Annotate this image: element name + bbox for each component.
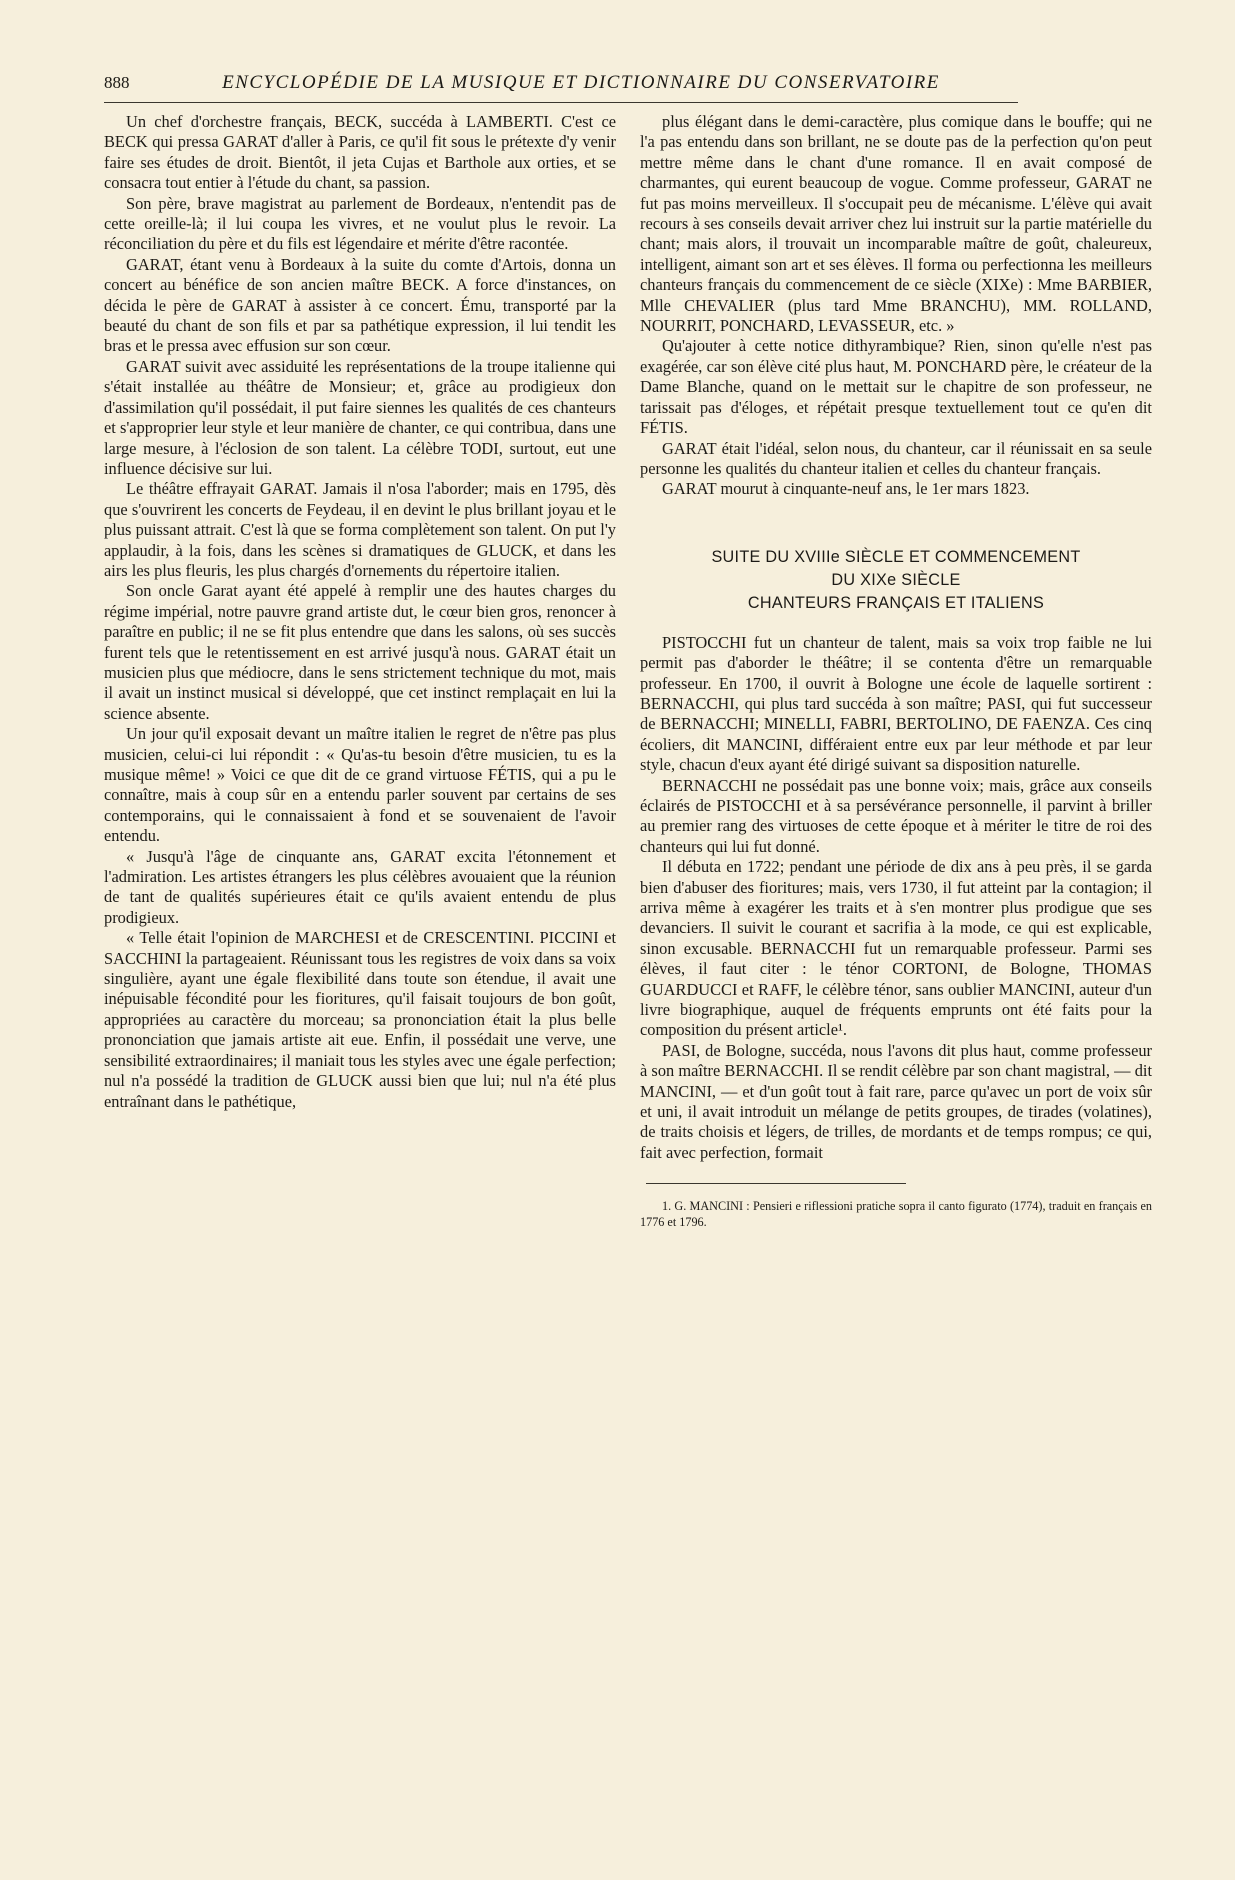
section-heading: [640, 546, 1152, 615]
paragraph: GARAT mourut à cinquante-neuf ans, le 1er mars 1823.: [662, 479, 1030, 499]
paragraph: Un chef d'orchestre français, BECK, succéda à LAMBERTI. C'est ce BECK qui pressa GARAT d'aller à Paris, ce qu'il fit sous le prétexte d'y venir faire ses études de droit. Bientôt, il jeta Cujas et Barthole aux orties, et se consacra tout entier à l'étude du chant, sa passion.: [104, 112, 616, 193]
section-heading-line: CHANTEURS FRANÇAIS ET ITALIENS: [747, 593, 1045, 612]
paragraph: Son oncle Garat ayant été appelé à remplir une des hautes charges du régime impérial, notre pauvre grand artiste dut, le cœur bien gros, renoncer à paraître en public; il ne se fit plus entendre que dans les salons, où ses succès furent tels que le retentissement en est arrivé jusqu'à nous. GARAT était un musicien plus que médiocre, dans le sens strictement technique du mot, mais il avait un instinct musical si développé, que cet instinct remplaçait en lui la science absente.: [104, 581, 616, 723]
paragraph: Son père, brave magistrat au parlement de Bordeaux, n'entendit pas de cette oreille-là; il lui coupa les vivres, et ne voulut plus le revoir. La réconciliation du père et du fils est légendaire et mérite d'être racontée.: [104, 193, 616, 254]
paragraph: Il débuta en 1722; pendant une période de dix ans à peu près, il se garda bien d'abuser des fioritures; mais, vers 1730, il fut atteint par la contagion; il arriva même à exagérer les traits et à s'en montrer plus prodigue que ses devanciers. Il suivit le courant et sacrifia à la mode, ce qui est explicable, sinon excusable. BERNACCHI fut un remarquable professeur. Parmi ses élèves, il faut citer : le ténor CORTONI, de Bologne, THOMAS GUARDUCCI et RAFF, le célèbre ténor, sans oublier MANCINI, auteur d'un livre biographique, auquel de fréquents emprunts ont été faits pour la composition du présent article¹.: [640, 857, 1152, 1040]
paragraph: plus élégant dans le demi-caractère, plus comique dans le bouffe; qui ne l'a pas entendu dans son brillant, ne se doute pas de la perfection qu'on peut mettre même dans le chant d'une romance. Il en avait composé de charmantes, qui eurent beaucoup de vogue. Comme professeur, GARAT ne fut pas moins merveilleux. Il s'occupait peu de mécanisme. L'élève qui avait recours à ses conseils devait arriver chez lui instruit sur la partie matérielle du chant; mais alors, il trouvait un incomparable maître de goût, chaleureux, intelligent, aimant son art et ses élèves. Il forma ou perfectionna les meilleurs chanteurs français du commencement de ce siècle (XIXe) : Mme BARBIER, Mlle CHEVALIER (plus tard Mme BRANCHU), MM. ROLLAND, NOURRIT, PONCHARD, LEVASSEUR, etc. »: [640, 112, 1152, 336]
section-heading-line: SUITE DU XVIIIe SIÈCLE ET COMMENCEMENT: [711, 547, 1081, 566]
paragraph: GARAT était l'idéal, selon nous, du chanteur, car il réunissait en sa seule personne les qualités du chanteur italien et celles du chanteur français.: [640, 438, 1152, 478]
paragraph: « Jusqu'à l'âge de cinquante ans, GARAT excita l'étonnement et l'admiration. Les artistes étrangers les plus célèbres avouaient que la réunion de tant de qualités supérieures était ce qu'ils avaient entendu de plus prodigieux.: [104, 846, 616, 927]
running-title: ENCYCLOPÉDIE DE LA MUSIQUE ET DICTIONNAIRE DU CONSERVATOIRE: [222, 72, 940, 93]
page-header: [104, 72, 1018, 103]
paragraph: PASI, de Bologne, succéda, nous l'avons dit plus haut, comme professeur à son maître BERNACCHI. Il se rendit célèbre par son chant magistral, — dit MANCINI, — et d'un goût tout à fait rare, parce qu'avec un port de voix sûr et uni, il avait introduit un mélange de petits groupes, de tirades (volatines), de traits choisis et légers, de trilles, de mordants et de temps rompus; ce qui, fait avec perfection, formait: [640, 1040, 1152, 1162]
paragraph: GARAT suivit avec assiduité les représentations de la troupe italienne qui s'était installée au théâtre de Monsieur; et, grâce au prodigieux don d'assimilation qu'il possédait, il put faire siennes les qualités de ces chanteurs et s'approprier leur style et leur manière de chanter, ce qui contribua, dans une large mesure, à l'éclosion de son talent. La célèbre TODI, surtout, eut une influence décisive sur lui.: [104, 356, 616, 478]
paragraph: PISTOCCHI fut un chanteur de talent, mais sa voix trop faible ne lui permit pas d'aborder le théâtre; il se contenta d'être un remarquable professeur. En 1700, il ouvrit à Bologne une école de laquelle sortirent : BERNACCHI, qui plus tard succéda à son maître; PASI, qui fut successeur de BERNACCHI; MINELLI, FABRI, BERTOLINO, DE FAENZA. Ces cinq écoliers, dit MANCINI, différaient entre eux par leur méthode et par leur style, chacun d'eux ayant été dirigé suivant sa disposition naturelle.: [640, 632, 1152, 775]
page-number: 888: [104, 73, 130, 92]
paragraph: Qu'ajouter à cette notice dithyrambique? Rien, sinon qu'elle n'est pas exagérée, car son élève cité plus haut, M. PONCHARD père, le créateur de la Dame Blanche, quand on le mettait sur le chapitre de son professeur, ne tarissait pas d'éloges, et répétait presque textuellement tout ce qu'en dit FÉTIS.: [640, 336, 1152, 438]
footnote: 1. G. MANCINI : Pensieri e riflessioni pratiche sopra il canto figurato (1774), traduit en français en 1776 et 1796.: [640, 1199, 1152, 1230]
paragraph: GARAT, étant venu à Bordeaux à la suite du comte d'Artois, donna un concert au bénéfice de son ancien maître BECK. A force d'instances, on décida le père de GARAT à assister à ce concert. Ému, transporté par la beauté du chant de son fils et par sa pathétique expression, il lui tendit les bras et le pressa avec effusion sur son cœur.: [104, 254, 616, 356]
footnote-divider: [646, 1183, 906, 1184]
paragraph: Le théâtre effrayait GARAT. Jamais il n'osa l'aborder; mais en 1795, dès que s'ouvrirent les concerts de Feydeau, il en devint le plus brillant joyau et le plus puissant attrait. C'est là que se forma complètement son talent. On put l'y applaudir, à la fois, dans les scènes si dramatiques de GLUCK, et dans les airs les plus fleuris, les plus chargés d'ornements du répertoire italien.: [104, 479, 616, 580]
left-column: [104, 112, 616, 1112]
paragraph: « Telle était l'opinion de MARCHESI et de CRESCENTINI. PICCINI et SACCHINI la partageaient. Réunissant tous les registres de voix dans sa voix singulière, ayant une égale flexibilité dans toute son étendue, il avait une inépuisable fécondité pour les fioritures, qu'il faisait toujours de bon goût, appropriées au caractère du morceau; sa prononciation était la plus belle prononciation que jamais artiste ait eue. Enfin, il possédait une verve, une sensibilité extraordinaires; il maniait tous les styles avec une égale perfection; nul n'a possédé la tradition de GLUCK aussi bien que lui; nul n'a été plus entraînant dans le pathétique,: [104, 928, 616, 1111]
paragraph: Un jour qu'il exposait devant un maître italien le regret de n'être pas plus musicien, celui-ci lui répondit : « Qu'as-tu besoin d'être musicien, tu es la musique même! » Voici ce que dit de ce grand virtuose FÉTIS, qui a pu le connaître, mais à coup sûr en a entendu parler souvent par certains de ses contemporains, qui le connaissaient à fond et se souvenaient de l'avoir entendu.: [104, 724, 616, 846]
right-column: [640, 112, 1152, 1230]
section-heading-line: DU XIXe SIÈCLE: [831, 570, 961, 589]
paragraph: BERNACCHI ne possédait pas une bonne voix; mais, grâce aux conseils éclairés de PISTOCCHI et à sa persévérance personnelle, il parvint à briller au premier rang des virtuoses de cette époque et à mériter le titre de roi des chanteurs qui lui fut donné.: [640, 775, 1152, 856]
